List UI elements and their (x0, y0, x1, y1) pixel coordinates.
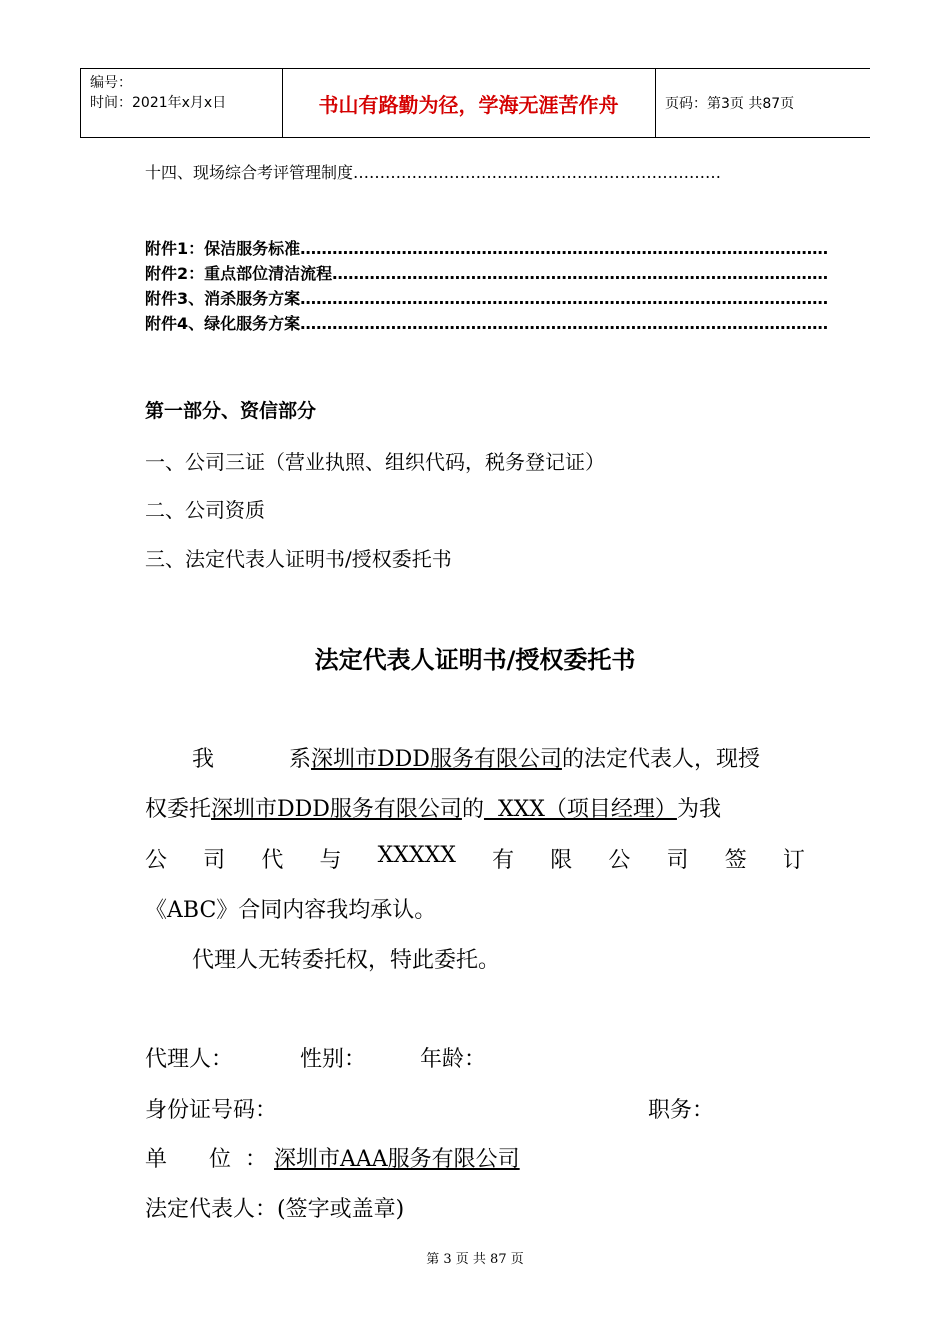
toc-attachment-1: 附件1：保洁服务标准……………………………………………………………………………………… (145, 239, 829, 258)
header-divider-2 (655, 69, 656, 137)
text-legal-rep: 的法定代表人，现授 (561, 747, 760, 772)
company-ddd-2: 深圳市DDD服务有限公司 (211, 797, 462, 822)
char: 有 (492, 848, 515, 873)
letter-title: 法定代表人证明书/授权委托书 (314, 646, 636, 674)
field-position: 职务： (648, 1098, 715, 1123)
part-item-2: 二、公司资质 (145, 498, 265, 522)
char: 代 (261, 848, 284, 873)
char: XXXXX (377, 843, 456, 868)
toc-attachment-4: 附件4、绿化服务方案……………………………………………………………………………………… (145, 314, 829, 333)
header-number: 编号： (90, 75, 132, 91)
header-meta (90, 73, 226, 113)
char: 司 (203, 848, 226, 873)
header-time: 时间：2021年x月x日 (90, 95, 227, 111)
company-ddd: 深圳市DDD服务有限公司 (311, 747, 562, 772)
page-header (80, 68, 870, 138)
part-item-1: 一、公司三证（营业执照、组织代码，税务登记证） (145, 450, 605, 474)
page-footer: 第 3 页 共 87 页 (426, 1252, 524, 1267)
text-for-us: 为我 (676, 797, 721, 822)
char: 与 (319, 848, 342, 873)
text-i: 我 (192, 747, 215, 772)
field-unit-value: 深圳市AAA服务有限公司 (274, 1147, 520, 1172)
char: 司 (666, 848, 689, 873)
char: 限 (550, 848, 573, 873)
header-border-left (80, 69, 81, 137)
char: 签 (724, 848, 747, 873)
field-gender: 性别： (300, 1047, 367, 1072)
char: 订 (782, 848, 805, 873)
char: 公 (145, 848, 168, 873)
toc-attachment-3: 附件3、消杀服务方案……………………………………………………………………………………… (145, 289, 829, 308)
text-de: 的 (461, 797, 484, 822)
field-id: 身份证号码： (145, 1098, 278, 1123)
letter-line-2 (145, 792, 721, 823)
field-age: 年龄： (420, 1047, 487, 1072)
part-heading: 第一部分、资信部分 (145, 400, 317, 422)
char: 公 (608, 848, 631, 873)
header-page-info: 页码：第3页 共87页 (665, 96, 795, 112)
toc-attachment-2: 附件2：重点部位清洁流程………………………………………………………………………………… (145, 264, 829, 283)
part-item-3: 三、法定代表人证明书/授权委托书 (145, 547, 452, 571)
letter-line-1 (192, 742, 760, 773)
field-unit-label: 单 位 ： (145, 1147, 267, 1172)
letter-line-4: 《ABC》合同内容我均承认。 (145, 898, 437, 923)
header-motto: 书山有路勤为径，学海无涯苦作舟 (318, 92, 619, 117)
letter-line-5: 代理人无转委托权，特此委托。 (192, 948, 501, 973)
text-authorize: 权委托 (145, 797, 212, 822)
letter-line-3 (145, 843, 805, 874)
field-agent: 代理人： (145, 1047, 234, 1072)
toc-item-14: 十四、现场综合考评管理制度…………………………………………………………… (145, 163, 722, 182)
agent-name: XXX（项目经理） (483, 797, 677, 822)
field-legal-rep: 法定代表人：(签字或盖章) (145, 1197, 405, 1222)
text-xi: 系 (289, 747, 312, 772)
